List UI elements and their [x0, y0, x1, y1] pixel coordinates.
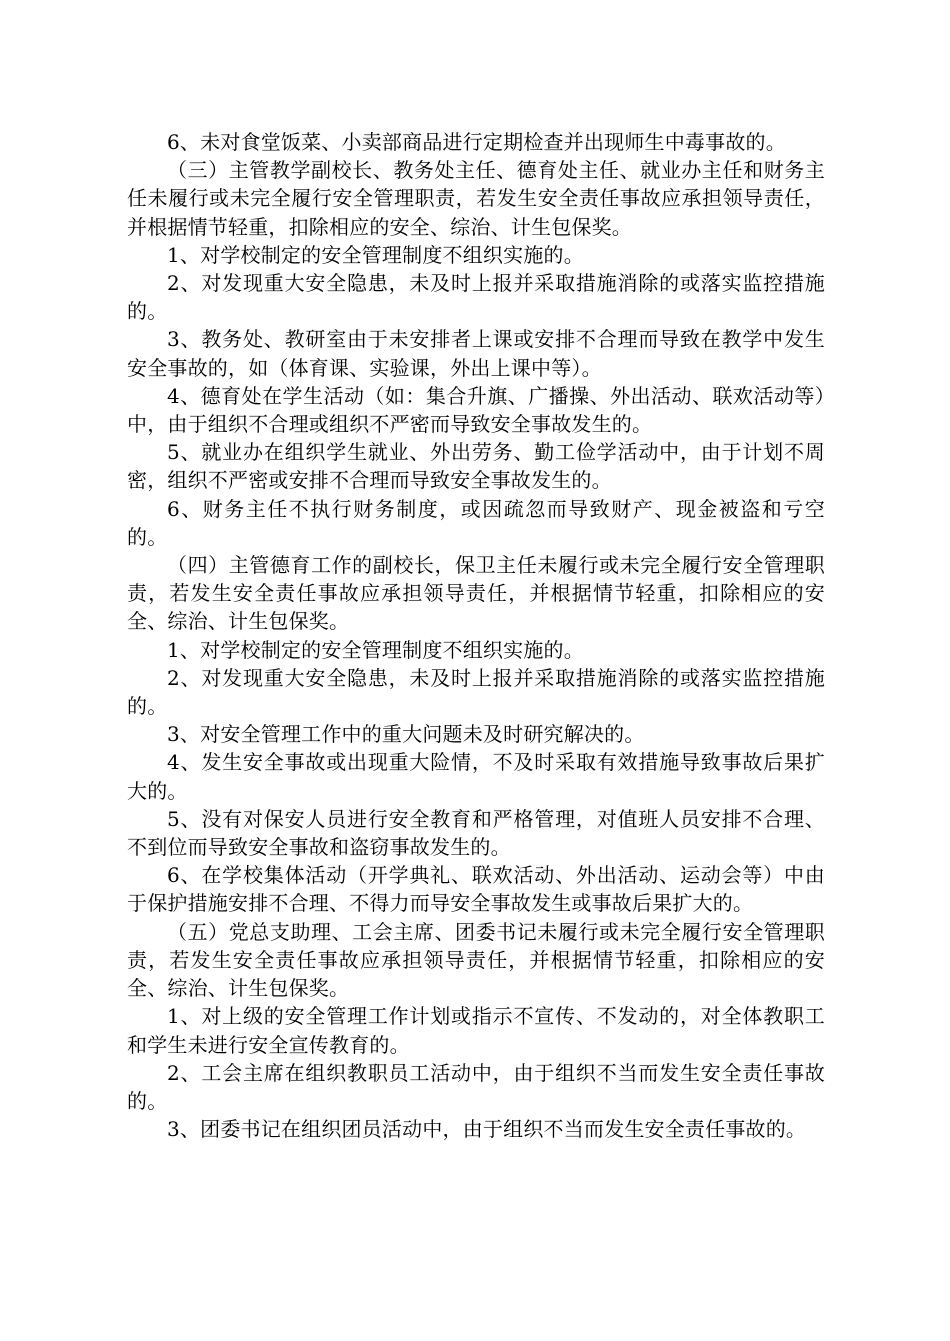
paragraph-item-6-canteen: 6、未对食堂饭菜、小卖部商品进行定期检查并出现师生中毒事故的。 [167, 130, 786, 154]
paragraph-item-3: 3、团委书记在组织团员活动中，由于组织不当而发生安全责任事故的。 [167, 1117, 807, 1142]
paragraph-item-6: 6、在学校集体活动（开学典礼、联欢活动、外出活动、运动会等）中由于保护措施安排不合理、不得力而导安全事故发生或事故后果扩大的。 [127, 863, 825, 916]
paragraph-section-four: （四）主管德育工作的副校长，保卫主任未履行或未完全履行安全管理职责，若发生安全责任事故应承担领导责任，并根据情节轻重，扣除相应的安全、综治、计生包保奖。 [127, 553, 825, 634]
paragraph-item-4: 4、发生安全事故或出现重大险情，不及时采取有效措施导致事故后果扩大的。 [127, 750, 825, 803]
paragraph-section-three: （三）主管教学副校长、教务处主任、德育处主任、就业办主任和财务主任未履行或未完全履行安全管理职责，若发生安全责任事故应承担领导责任，并根据情节轻重，扣除相应的安全、综治、计生包保奖。 [127, 158, 825, 239]
paragraph-item-2: 2、对发现重大安全隐患，未及时上报并采取措施消除的或落实监控措施的。 [127, 665, 825, 719]
paragraph-item-5: 5、就业办在组织学生就业、外出劳务、勤工俭学活动中，由于计划不周密，组织不严密或安排不合理而导致安全事故发生的。 [127, 440, 825, 493]
paragraph-item-1: 1、对学校制定的安全管理制度不组织实施的。 [167, 242, 584, 267]
paragraph-item-1: 1、对上级的安全管理工作计划或指示不宣传、不发动的，对全体教职工和学生未进行安全宣传教育的。 [127, 1004, 825, 1057]
paragraph-item-3: 3、对安全管理工作中的重大问题未及时研究解决的。 [167, 722, 645, 747]
paragraph-item-1: 1、对学校制定的安全管理制度不组织实施的。 [167, 637, 584, 662]
paragraph-item-2: 2、对发现重大安全隐患，未及时上报并采取措施消除的或落实监控措施的。 [127, 271, 825, 324]
paragraph-item-3: 3、教务处、教研室由于未安排者上课或安排不合理而导致在教学中发生安全事故的，如（体育课、实验课，外出上课中等）。 [127, 327, 825, 380]
paragraph-item-6-finance: 6、财务主任不执行财务制度，或因疏忽而导致财产、现金被盗和亏空的。 [127, 496, 825, 549]
paragraph-item-2: 2、工会主席在组织教职员工活动中，由于组织不当而发生安全责任事故的。 [127, 1060, 825, 1113]
document-page [127, 128, 825, 1143]
paragraph-item-4: 4、德育处在学生活动（如：集合升旗、广播操、外出活动、联欢活动等）中，由于组织不合理或组织不严密而导致安全事故发生的。 [127, 383, 825, 437]
paragraph-item-5: 5、没有对保安人员进行安全教育和严格管理，对值班人员安排不合理、不到位而导致安全事故和盗窃事故发生的。 [127, 806, 825, 860]
paragraph-section-five: （五）党总支助理、工会主席、团委书记未履行或未完全履行安全管理职责，若发生安全责任事故应承担领导责任，并根据情节轻重，扣除相应的安全、综治、计生包保奖。 [127, 919, 825, 1001]
